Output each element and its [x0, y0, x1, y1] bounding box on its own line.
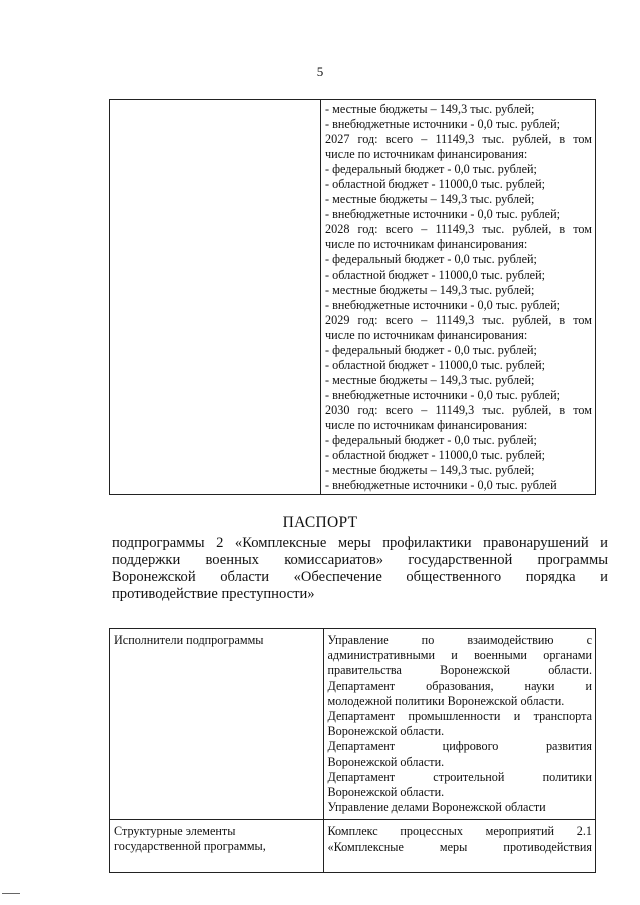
text-line: «Комплексные меры противодействия: [327, 839, 592, 854]
finance-cell: [321, 100, 596, 495]
page-number: 5: [316, 64, 324, 79]
text-line: - федеральный бюджет - 0,0 тыс. рублей;: [325, 433, 537, 448]
text-line: Воронежской области.: [327, 724, 445, 739]
text-line: числе по источникам финансирования:: [325, 327, 528, 342]
text-line: Управление делами Воронежской области: [327, 800, 546, 815]
text-line: - областной бюджет - 11000,0 тыс. рублей;: [325, 357, 545, 372]
text-line: Департамент строительной политики: [327, 769, 592, 784]
text-line: числе по источникам финансирования:: [325, 147, 528, 162]
text-line: 2028 год: всего – 11149,3 тыс. рублей, в том: [325, 222, 592, 237]
structural-lines: [328, 824, 593, 854]
structural-label: [110, 820, 324, 873]
text-line: 2030 год: всего – 11149,3 тыс. рублей, в том: [325, 402, 592, 417]
structural-label-line: Структурные элементы: [114, 824, 236, 839]
finance-lines: [325, 102, 592, 493]
text-line: - местные бюджеты – 149,3 тыс. рублей;: [325, 282, 535, 297]
text-line: - местные бюджеты – 149,3 тыс. рублей;: [325, 372, 535, 387]
passport-subtitle: [112, 535, 608, 603]
text-line: - областной бюджет - 11000,0 тыс. рублей;: [325, 267, 545, 282]
text-line: - местные бюджеты – 149,3 тыс. рублей;: [325, 463, 535, 478]
text-line: - федеральный бюджет - 0,0 тыс. рублей;: [325, 162, 537, 177]
text-line: - федеральный бюджет - 0,0 тыс. рублей;: [325, 342, 537, 357]
text-line: Департамент образования, науки и: [327, 678, 592, 693]
text-line: - областной бюджет - 11000,0 тыс. рублей;: [325, 448, 545, 463]
passport-subtitle-line: поддержки военных комиссариатов» государственной программы: [112, 552, 608, 568]
text-line: - местные бюджеты – 149,3 тыс. рублей;: [325, 192, 535, 207]
text-line: молодежной политики Воронежской области.: [327, 693, 565, 708]
table-row: [110, 820, 596, 873]
margin-mark: [2, 893, 20, 894]
executors-lines: [328, 633, 593, 815]
executors-label: Исполнители подпрограммы: [110, 629, 324, 820]
text-line: Воронежской области.: [327, 754, 445, 769]
text-line: - внебюджетные источники - 0,0 тыс. рублей;: [325, 207, 560, 222]
text-line: Управление по взаимодействию с: [327, 633, 592, 647]
text-line: - внебюджетные источники - 0,0 тыс. рублей;: [325, 297, 560, 312]
text-line: - федеральный бюджет - 0,0 тыс. рублей;: [325, 252, 537, 267]
passport-table: [109, 628, 596, 873]
text-line: - внебюджетные источники - 0,0 тыс. рублей;: [325, 387, 560, 402]
structural-label-line: государственной программы,: [114, 839, 266, 854]
passport-title: ПАСПОРТ: [282, 514, 358, 531]
text-line: правительства Воронежской области.: [327, 663, 592, 678]
text-line: - областной бюджет - 11000,0 тыс. рублей;: [325, 177, 545, 192]
finance-table: [109, 99, 596, 495]
text-line: Департамент промышленности и транспорта: [327, 709, 592, 724]
text-line: 2029 год: всего – 11149,3 тыс. рублей, в том: [325, 312, 592, 327]
text-line: 2027 год: всего – 11149,3 тыс. рублей, в том: [325, 132, 592, 147]
text-line: числе по источникам финансирования:: [325, 417, 528, 432]
passport-subtitle-line: Воронежской области «Обеспечение общественного порядка и: [112, 569, 608, 585]
empty-label-cell: [110, 100, 321, 495]
passport-subtitle-line: подпрограммы 2 «Комплексные меры профилактики правонарушений и: [112, 535, 608, 551]
structural-cell: [323, 820, 596, 873]
table-row: [110, 629, 596, 820]
text-line: - внебюджетные источники - 0,0 тыс. рублей;: [325, 117, 560, 132]
text-line: - внебюджетные источники - 0,0 тыс. рублей: [325, 478, 557, 493]
text-line: числе по источникам финансирования:: [325, 237, 528, 252]
table-row: [110, 100, 596, 495]
text-line: Комплекс процессных мероприятий 2.1: [327, 824, 592, 839]
text-line: Департамент цифрового развития: [327, 739, 592, 754]
executors-cell: [323, 629, 596, 820]
text-line: - местные бюджеты – 149,3 тыс. рублей;: [325, 102, 535, 116]
passport-subtitle-line: противодействие преступности»: [112, 586, 315, 602]
text-line: Воронежской области.: [327, 785, 445, 800]
text-line: административными и военными органами: [327, 648, 592, 663]
